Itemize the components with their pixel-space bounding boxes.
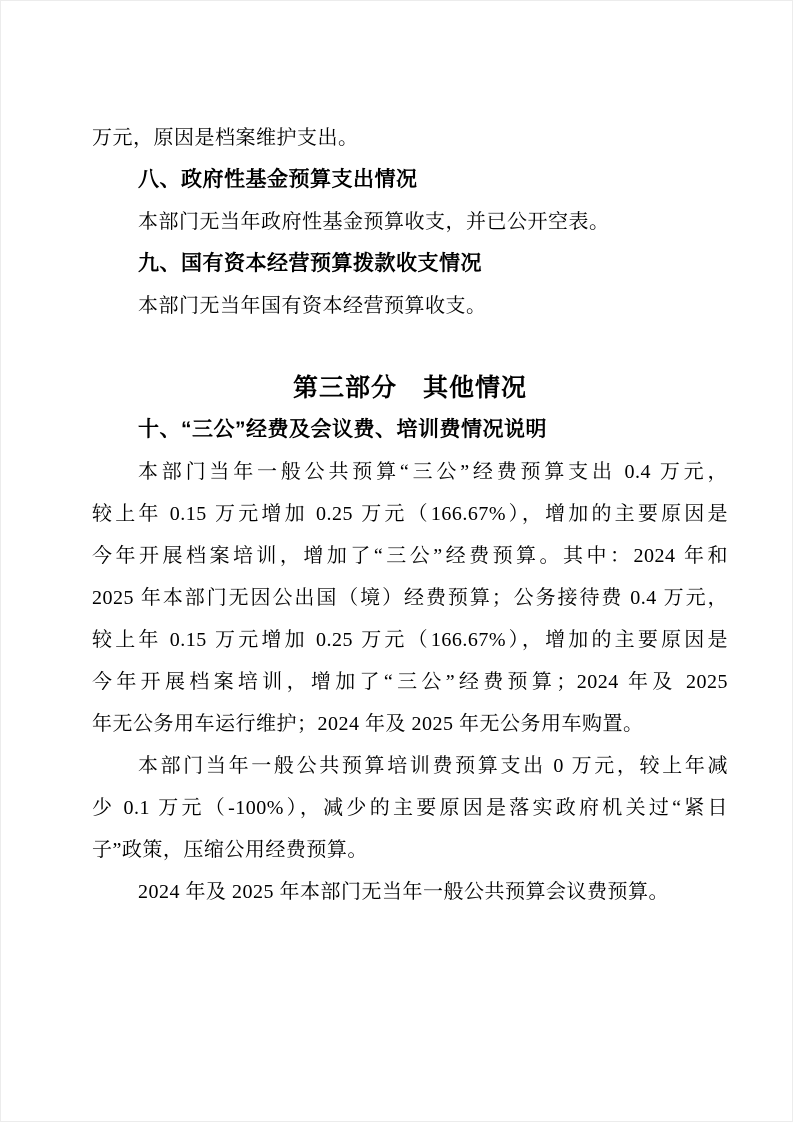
paragraph-state-capital-budget: 本部门无当年国有资本经营预算收支。: [138, 295, 487, 317]
paragraph-training-fee-line-2: 少 0.1 万元（-100%），减少的主要原因是落实政府机关过“紧日: [92, 797, 728, 819]
paragraph-three-public-line-4: 2025 年本部门无因公出国（境）经费预算；公务接待费 0.4 万元，: [92, 587, 728, 609]
heading-section-nine: 九、国有资本经营预算拨款收支情况: [138, 252, 482, 275]
paragraph-three-public-line-6: 今年开展档案培训，增加了“三公”经费预算；2024 年及 2025: [92, 671, 728, 693]
paragraph-three-public-line-5: 较上年 0.15 万元增加 0.25 万元（166.67%），增加的主要原因是: [92, 629, 728, 651]
heading-section-ten: 十、“三公”经费及会议费、培训费情况说明: [138, 418, 547, 441]
paragraph-three-public-line-7: 年无公务用车运行维护；2024 年及 2025 年无公务用车购置。: [92, 713, 644, 735]
heading-section-eight: 八、政府性基金预算支出情况: [138, 168, 418, 191]
blank-line: [92, 327, 728, 367]
continuation-line: 万元，原因是档案维护支出。: [92, 127, 359, 149]
paragraph-meeting-fee-line: 2024 年及 2025 年本部门无当年一般公共预算会议费预算。: [138, 881, 669, 903]
paragraph-three-public-line-3: 今年开展档案培训，增加了“三公”经费预算。其中：2024 年和: [92, 545, 728, 567]
paragraph-training-fee-line-1: 本部门当年一般公共预算培训费预算支出 0 万元，较上年减: [138, 755, 728, 777]
paragraph-three-public-line-1: 本部门当年一般公共预算“三公”经费预算支出 0.4 万元，: [138, 461, 728, 483]
paragraph-gov-fund-budget: 本部门无当年政府性基金预算收支，并已公开空表。: [138, 211, 610, 233]
paragraph-three-public-line-2: 较上年 0.15 万元增加 0.25 万元（166.67%），增加的主要原因是: [92, 503, 728, 525]
part-three-title: 第三部分 其他情况: [292, 374, 527, 402]
paragraph-training-fee-line-3: 子”政策，压缩公用经费预算。: [92, 839, 368, 861]
